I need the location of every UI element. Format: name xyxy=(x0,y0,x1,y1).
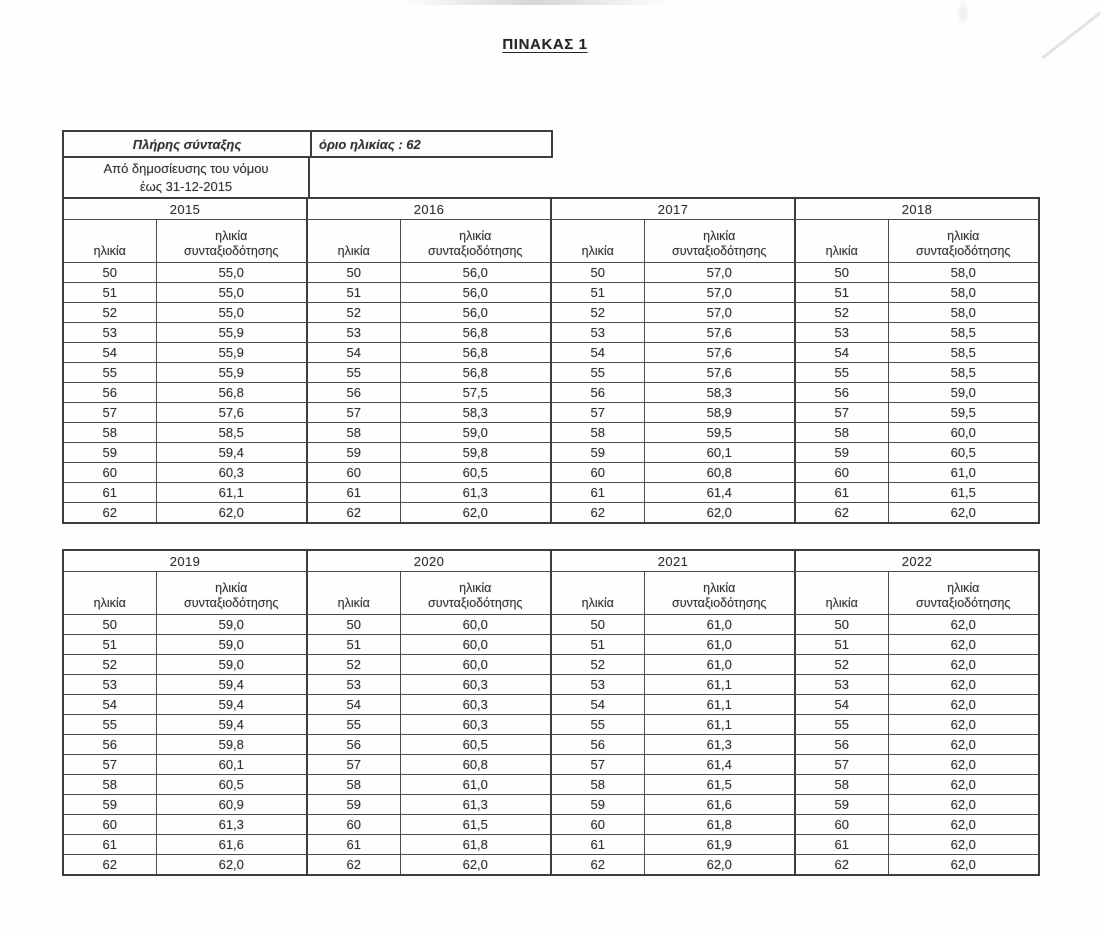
retirement-age-cell: 59,0 xyxy=(156,635,307,655)
age-cell: 50 xyxy=(307,615,400,635)
retirement-age-cell: 60,5 xyxy=(400,735,551,755)
retirement-age-cell: 59,0 xyxy=(156,615,307,635)
retirement-age-cell: 62,0 xyxy=(888,615,1039,635)
retirement-age-cell: 61,1 xyxy=(644,715,795,735)
age-cell: 58 xyxy=(307,423,400,443)
retirement-age-cell: 60,8 xyxy=(644,463,795,483)
age-cell: 53 xyxy=(795,675,888,695)
retirement-age-cell: 61,0 xyxy=(644,635,795,655)
table-row xyxy=(63,343,1039,363)
publication-note xyxy=(62,158,310,197)
retirement-age-cell: 58,5 xyxy=(156,423,307,443)
age-cell: 50 xyxy=(551,263,644,283)
age-cell: 60 xyxy=(795,463,888,483)
retirement-age-cell: 62,0 xyxy=(400,503,551,524)
retirement-col-header: ηλικία συνταξιοδότησης xyxy=(156,572,307,615)
age-cell: 58 xyxy=(795,775,888,795)
table-row xyxy=(63,655,1039,675)
age-cell: 52 xyxy=(551,303,644,323)
age-cell: 62 xyxy=(307,503,400,524)
retirement-age-cell: 55,0 xyxy=(156,283,307,303)
column-header-row xyxy=(63,572,1039,615)
retirement-age-cell: 61,3 xyxy=(400,483,551,503)
retirement-age-cell: 62,0 xyxy=(888,855,1039,876)
age-cell: 50 xyxy=(307,263,400,283)
age-cell: 50 xyxy=(795,263,888,283)
age-cell: 50 xyxy=(795,615,888,635)
year-header: 2018 xyxy=(795,198,1039,220)
scan-artifact xyxy=(400,0,670,5)
age-cell: 60 xyxy=(63,815,156,835)
retirement-age-cell: 62,0 xyxy=(888,755,1039,775)
age-cell: 62 xyxy=(795,503,888,524)
age-cell: 62 xyxy=(63,855,156,876)
age-cell: 55 xyxy=(63,363,156,383)
retirement-age-cell: 56,0 xyxy=(400,303,551,323)
table-row xyxy=(63,675,1039,695)
retirement-age-cell: 59,5 xyxy=(644,423,795,443)
year-header: 2019 xyxy=(63,550,307,572)
retirement-age-cell: 60,9 xyxy=(156,795,307,815)
age-cell: 57 xyxy=(551,755,644,775)
age-cell: 52 xyxy=(63,303,156,323)
retirement-age-cell: 55,0 xyxy=(156,303,307,323)
age-cell: 59 xyxy=(307,443,400,463)
age-cell: 56 xyxy=(551,383,644,403)
retirement-age-cell: 57,6 xyxy=(644,343,795,363)
age-cell: 62 xyxy=(551,855,644,876)
retirement-age-cell: 61,5 xyxy=(888,483,1039,503)
retirement-age-cell: 55,9 xyxy=(156,363,307,383)
retirement-col-header: ηλικία συνταξιοδότησης xyxy=(888,220,1039,263)
table-row xyxy=(63,403,1039,423)
retirement-age-cell: 61,0 xyxy=(888,463,1039,483)
retirement-age-cell: 57,6 xyxy=(644,363,795,383)
retirement-age-cell: 61,3 xyxy=(156,815,307,835)
retirement-age-cell: 58,3 xyxy=(644,383,795,403)
retirement-age-cell: 62,0 xyxy=(888,655,1039,675)
table-row xyxy=(63,855,1039,876)
age-cell: 57 xyxy=(63,755,156,775)
age-cell: 51 xyxy=(307,283,400,303)
age-col-header: ηλικία xyxy=(551,220,644,263)
retirement-age-cell: 62,0 xyxy=(888,735,1039,755)
retirement-age-cell: 59,0 xyxy=(400,423,551,443)
age-cell: 54 xyxy=(307,695,400,715)
retirement-age-cell: 60,5 xyxy=(156,775,307,795)
age-cell: 53 xyxy=(307,323,400,343)
age-cell: 58 xyxy=(551,775,644,795)
table-row xyxy=(63,715,1039,735)
retirement-col-header: ηλικία συνταξιοδότησης xyxy=(644,572,795,615)
retirement-age-cell: 62,0 xyxy=(888,715,1039,735)
table-row xyxy=(63,635,1039,655)
pension-table-2019-2022 xyxy=(62,549,1040,876)
table-row xyxy=(63,735,1039,755)
retirement-age-cell: 56,8 xyxy=(156,383,307,403)
retirement-age-cell: 60,3 xyxy=(400,695,551,715)
retirement-age-cell: 57,6 xyxy=(156,403,307,423)
retirement-age-cell: 57,0 xyxy=(644,303,795,323)
age-cell: 51 xyxy=(63,283,156,303)
age-col-header: ηλικία xyxy=(307,220,400,263)
retirement-age-cell: 62,0 xyxy=(156,503,307,524)
retirement-age-cell: 59,0 xyxy=(156,655,307,675)
table-row xyxy=(63,423,1039,443)
age-cell: 56 xyxy=(307,735,400,755)
age-cell: 61 xyxy=(307,835,400,855)
retirement-age-cell: 56,0 xyxy=(400,283,551,303)
retirement-age-cell: 60,1 xyxy=(644,443,795,463)
age-cell: 59 xyxy=(795,443,888,463)
table-row xyxy=(63,323,1039,343)
age-cell: 50 xyxy=(63,263,156,283)
age-cell: 51 xyxy=(795,635,888,655)
age-cell: 54 xyxy=(307,343,400,363)
retirement-age-cell: 62,0 xyxy=(888,815,1039,835)
age-cell: 61 xyxy=(795,835,888,855)
age-cell: 53 xyxy=(551,323,644,343)
age-col-header: ηλικία xyxy=(551,572,644,615)
retirement-col-header: ηλικία συνταξιοδότησης xyxy=(400,220,551,263)
retirement-age-cell: 59,5 xyxy=(888,403,1039,423)
retirement-age-cell: 58,0 xyxy=(888,283,1039,303)
retirement-age-cell: 58,0 xyxy=(888,303,1039,323)
age-cell: 51 xyxy=(307,635,400,655)
age-cell: 60 xyxy=(795,815,888,835)
retirement-age-cell: 61,4 xyxy=(644,755,795,775)
age-cell: 55 xyxy=(795,715,888,735)
year-header: 2020 xyxy=(307,550,551,572)
table-row xyxy=(63,483,1039,503)
age-cell: 61 xyxy=(307,483,400,503)
retirement-age-cell: 60,0 xyxy=(400,655,551,675)
age-cell: 62 xyxy=(795,855,888,876)
age-cell: 56 xyxy=(551,735,644,755)
age-limit-label: όριο ηλικίας : 62 xyxy=(319,136,421,152)
retirement-age-cell: 61,0 xyxy=(400,775,551,795)
table-row xyxy=(63,835,1039,855)
table-row xyxy=(63,695,1039,715)
retirement-age-cell: 61,1 xyxy=(644,695,795,715)
table-row xyxy=(63,755,1039,775)
table-row xyxy=(63,815,1039,835)
table-row xyxy=(63,443,1039,463)
age-cell: 53 xyxy=(63,323,156,343)
age-cell: 50 xyxy=(551,615,644,635)
retirement-age-cell: 60,0 xyxy=(888,423,1039,443)
retirement-age-cell: 62,0 xyxy=(888,835,1039,855)
retirement-age-cell: 59,8 xyxy=(156,735,307,755)
age-cell: 52 xyxy=(551,655,644,675)
age-cell: 58 xyxy=(307,775,400,795)
age-cell: 61 xyxy=(795,483,888,503)
age-cell: 51 xyxy=(551,635,644,655)
retirement-age-cell: 57,0 xyxy=(644,283,795,303)
table-row xyxy=(63,363,1039,383)
age-cell: 61 xyxy=(63,483,156,503)
retirement-age-cell: 62,0 xyxy=(644,503,795,524)
retirement-age-cell: 61,5 xyxy=(644,775,795,795)
retirement-age-cell: 60,3 xyxy=(400,715,551,735)
age-cell: 58 xyxy=(551,423,644,443)
retirement-age-cell: 57,6 xyxy=(644,323,795,343)
retirement-col-header: ηλικία συνταξιοδότησης xyxy=(156,220,307,263)
retirement-age-cell: 62,0 xyxy=(888,695,1039,715)
retirement-age-cell: 62,0 xyxy=(644,855,795,876)
retirement-age-cell: 61,6 xyxy=(644,795,795,815)
age-cell: 61 xyxy=(63,835,156,855)
retirement-age-cell: 58,0 xyxy=(888,263,1039,283)
info-box-row-2 xyxy=(62,158,553,197)
age-cell: 54 xyxy=(63,695,156,715)
retirement-age-cell: 60,3 xyxy=(156,463,307,483)
pension-info-box xyxy=(62,130,553,197)
retirement-age-cell: 59,0 xyxy=(888,383,1039,403)
retirement-age-cell: 61,0 xyxy=(644,655,795,675)
age-cell: 51 xyxy=(63,635,156,655)
year-header: 2017 xyxy=(551,198,795,220)
retirement-age-cell: 55,9 xyxy=(156,323,307,343)
retirement-age-cell: 58,5 xyxy=(888,363,1039,383)
retirement-age-cell: 61,0 xyxy=(644,615,795,635)
table-row xyxy=(63,303,1039,323)
retirement-age-cell: 62,0 xyxy=(888,635,1039,655)
retirement-col-header: ηλικία συνταξιοδότησης xyxy=(644,220,795,263)
retirement-age-cell: 62,0 xyxy=(156,855,307,876)
retirement-age-cell: 57,5 xyxy=(400,383,551,403)
retirement-age-cell: 61,5 xyxy=(400,815,551,835)
retirement-age-cell: 60,3 xyxy=(400,675,551,695)
retirement-age-cell: 59,4 xyxy=(156,715,307,735)
age-cell: 55 xyxy=(551,363,644,383)
age-cell: 60 xyxy=(307,463,400,483)
age-cell: 51 xyxy=(551,283,644,303)
age-cell: 60 xyxy=(63,463,156,483)
retirement-age-cell: 61,8 xyxy=(400,835,551,855)
table-row xyxy=(63,463,1039,483)
retirement-age-cell: 60,0 xyxy=(400,635,551,655)
age-cell: 58 xyxy=(795,423,888,443)
table-row xyxy=(63,503,1039,524)
retirement-age-cell: 58,9 xyxy=(644,403,795,423)
retirement-col-header: ηλικία συνταξιοδότησης xyxy=(400,572,551,615)
age-cell: 59 xyxy=(307,795,400,815)
age-cell: 55 xyxy=(551,715,644,735)
table-row xyxy=(63,263,1039,283)
info-box-row-1 xyxy=(62,130,553,158)
age-cell: 58 xyxy=(63,775,156,795)
age-cell: 59 xyxy=(551,443,644,463)
age-cell: 62 xyxy=(551,503,644,524)
age-cell: 51 xyxy=(795,283,888,303)
retirement-age-cell: 56,8 xyxy=(400,363,551,383)
retirement-age-cell: 62,0 xyxy=(400,855,551,876)
age-cell: 52 xyxy=(795,655,888,675)
age-cell: 57 xyxy=(307,755,400,775)
age-cell: 52 xyxy=(795,303,888,323)
year-header-row xyxy=(63,198,1039,220)
age-cell: 59 xyxy=(63,443,156,463)
document-title: ΠΙΝΑΚΑΣ 1 xyxy=(502,36,588,53)
retirement-age-cell: 58,5 xyxy=(888,343,1039,363)
age-cell: 59 xyxy=(551,795,644,815)
age-cell: 50 xyxy=(63,615,156,635)
retirement-age-cell: 58,5 xyxy=(888,323,1039,343)
retirement-age-cell: 59,8 xyxy=(400,443,551,463)
age-cell: 57 xyxy=(795,403,888,423)
year-header: 2022 xyxy=(795,550,1039,572)
age-cell: 60 xyxy=(551,463,644,483)
retirement-age-cell: 62,0 xyxy=(888,675,1039,695)
age-cell: 58 xyxy=(63,423,156,443)
age-col-header: ηλικία xyxy=(63,220,156,263)
age-cell: 55 xyxy=(63,715,156,735)
publication-note-line-1: Από δημοσίευσης του νόμου xyxy=(103,161,269,176)
retirement-age-cell: 61,8 xyxy=(644,815,795,835)
table-row xyxy=(63,775,1039,795)
retirement-age-cell: 56,0 xyxy=(400,263,551,283)
retirement-age-cell: 61,3 xyxy=(644,735,795,755)
retirement-age-cell: 62,0 xyxy=(888,795,1039,815)
age-cell: 56 xyxy=(307,383,400,403)
age-cell: 56 xyxy=(63,383,156,403)
age-cell: 52 xyxy=(307,655,400,675)
age-cell: 53 xyxy=(307,675,400,695)
scan-artifact xyxy=(956,0,970,26)
retirement-age-cell: 60,5 xyxy=(400,463,551,483)
age-cell: 54 xyxy=(63,343,156,363)
retirement-age-cell: 59,4 xyxy=(156,695,307,715)
column-header-row xyxy=(63,220,1039,263)
retirement-age-cell: 61,4 xyxy=(644,483,795,503)
age-cell: 61 xyxy=(551,835,644,855)
age-cell: 59 xyxy=(795,795,888,815)
age-cell: 55 xyxy=(307,363,400,383)
retirement-age-cell: 56,8 xyxy=(400,343,551,363)
age-cell: 53 xyxy=(551,675,644,695)
year-header: 2016 xyxy=(307,198,551,220)
retirement-age-cell: 60,0 xyxy=(400,615,551,635)
retirement-age-cell: 60,1 xyxy=(156,755,307,775)
retirement-age-cell: 56,8 xyxy=(400,323,551,343)
age-cell: 54 xyxy=(795,695,888,715)
info-box-empty-cell xyxy=(310,158,553,197)
age-cell: 55 xyxy=(307,715,400,735)
age-cell: 61 xyxy=(551,483,644,503)
age-col-header: ηλικία xyxy=(307,572,400,615)
age-cell: 62 xyxy=(63,503,156,524)
retirement-age-cell: 60,5 xyxy=(888,443,1039,463)
age-cell: 55 xyxy=(795,363,888,383)
table-row xyxy=(63,383,1039,403)
retirement-age-cell: 61,3 xyxy=(400,795,551,815)
retirement-col-header: ηλικία συνταξιοδότησης xyxy=(888,572,1039,615)
age-cell: 57 xyxy=(307,403,400,423)
age-cell: 54 xyxy=(551,695,644,715)
table-row xyxy=(63,615,1039,635)
age-col-header: ηλικία xyxy=(63,572,156,615)
age-col-header: ηλικία xyxy=(795,572,888,615)
publication-note-line-2: έως 31-12-2015 xyxy=(139,179,233,194)
retirement-age-cell: 62,0 xyxy=(888,775,1039,795)
age-col-header: ηλικία xyxy=(795,220,888,263)
retirement-age-cell: 55,9 xyxy=(156,343,307,363)
age-cell: 56 xyxy=(795,383,888,403)
table-row xyxy=(63,283,1039,303)
age-cell: 57 xyxy=(63,403,156,423)
age-cell: 62 xyxy=(307,855,400,876)
age-cell: 54 xyxy=(795,343,888,363)
age-cell: 57 xyxy=(795,755,888,775)
year-header: 2015 xyxy=(63,198,307,220)
retirement-age-cell: 59,4 xyxy=(156,675,307,695)
retirement-age-cell: 62,0 xyxy=(888,503,1039,524)
pension-table-2015-2018 xyxy=(62,197,1040,524)
age-cell: 52 xyxy=(307,303,400,323)
retirement-age-cell: 59,4 xyxy=(156,443,307,463)
age-cell: 60 xyxy=(307,815,400,835)
age-cell: 59 xyxy=(63,795,156,815)
year-header-row xyxy=(63,550,1039,572)
year-header: 2021 xyxy=(551,550,795,572)
age-cell: 60 xyxy=(551,815,644,835)
age-cell: 52 xyxy=(63,655,156,675)
retirement-age-cell: 55,0 xyxy=(156,263,307,283)
age-cell: 56 xyxy=(795,735,888,755)
retirement-age-cell: 58,3 xyxy=(400,403,551,423)
retirement-age-cell: 61,1 xyxy=(644,675,795,695)
age-cell: 54 xyxy=(551,343,644,363)
age-cell: 56 xyxy=(63,735,156,755)
retirement-age-cell: 61,9 xyxy=(644,835,795,855)
retirement-age-cell: 61,1 xyxy=(156,483,307,503)
age-cell: 53 xyxy=(63,675,156,695)
table-row xyxy=(63,795,1039,815)
retirement-age-cell: 57,0 xyxy=(644,263,795,283)
age-cell: 57 xyxy=(551,403,644,423)
full-pension-label: Πλήρης σύνταξης xyxy=(64,132,312,156)
retirement-age-cell: 61,6 xyxy=(156,835,307,855)
age-cell: 53 xyxy=(795,323,888,343)
retirement-age-cell: 60,8 xyxy=(400,755,551,775)
